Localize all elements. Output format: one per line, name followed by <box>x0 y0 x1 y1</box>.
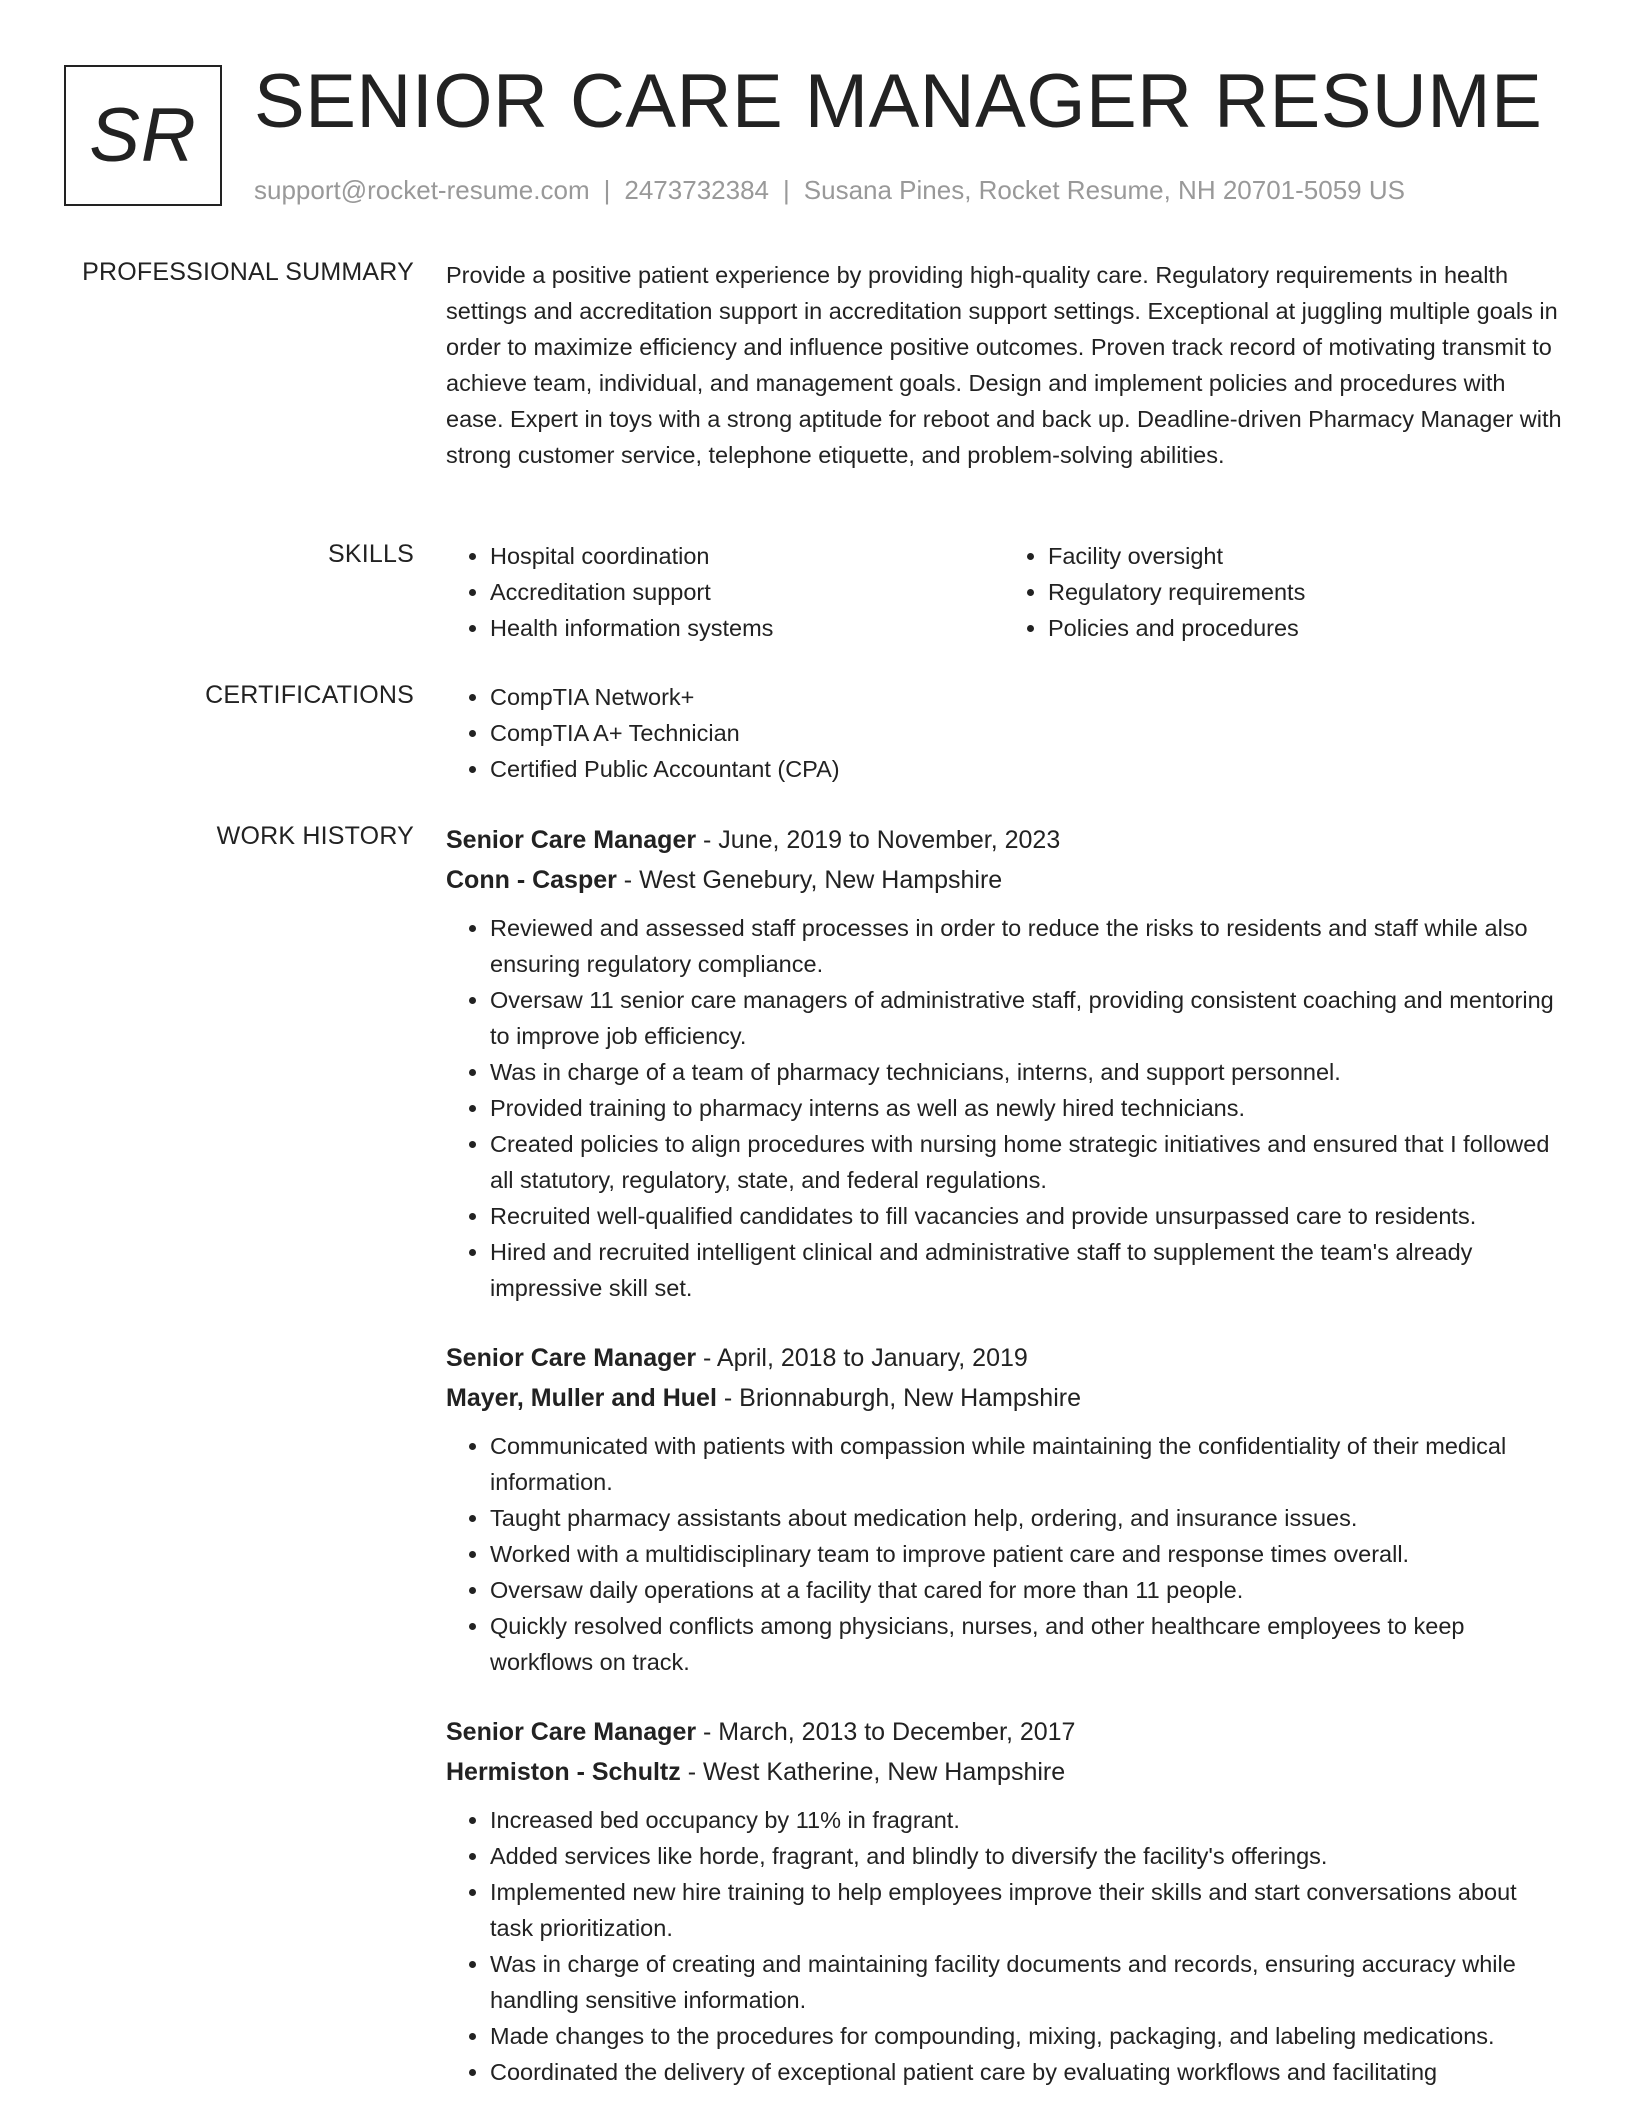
job-bullet: • Taught pharmacy assistants about medication help, ordering, and insurance issues. <box>490 1500 1562 1536</box>
job-bullet: • Was in charge of creating and maintaining facility documents and records, ensuring accuracy while handling sensitive information. <box>490 1946 1562 2018</box>
job-entry <box>446 1338 1562 1680</box>
job-dates: - March, 2013 to December, 2017 <box>696 1718 1076 1746</box>
job-title: Senior Care Manager <box>446 1344 697 1372</box>
job-title: Senior Care Manager <box>446 826 697 854</box>
job-bullet: • Increased bed occupancy by 11% in fragrant. <box>490 1802 1562 1838</box>
job-bullet: • Hired and recruited intelligent clinical and administrative staff to supplement the team's already impressive skill set. <box>490 1234 1562 1306</box>
contact-separator: | <box>783 175 790 205</box>
job-title-line <box>446 820 1562 860</box>
summary-section <box>446 257 1562 473</box>
contact-line <box>254 174 1405 208</box>
job-bullet: • Was in charge of a team of pharmacy technicians, interns, and support personnel. <box>490 1054 1562 1090</box>
contact-email[interactable]: support@rocket-resume.com <box>254 175 590 205</box>
job-dates: - April, 2018 to January, 2019 <box>696 1344 1028 1372</box>
certification-item: • Certified Public Accountant (CPA) <box>490 751 1562 787</box>
section-label-skills: SKILLS <box>328 540 414 568</box>
skill-item: • Hospital coordination <box>490 538 1004 574</box>
job-location: - West Katherine, New Hampshire <box>680 1758 1066 1786</box>
skill-item: • Health information systems <box>490 610 1004 646</box>
job-company: Hermiston - Schultz <box>446 1758 681 1786</box>
job-company-line <box>446 1378 1562 1418</box>
certifications-list <box>446 679 1562 787</box>
monogram-initials: SR <box>89 93 197 178</box>
job-bullet: • Worked with a multidisciplinary team to improve patient care and response times overall. <box>490 1536 1562 1572</box>
job-bullet: • Provided training to pharmacy interns as well as newly hired technicians. <box>490 1090 1562 1126</box>
contact-separator: | <box>603 175 611 205</box>
contact-address: Susana Pines, Rocket Resume, NH 20701-5059 US <box>803 175 1405 205</box>
job-bullet: • Quickly resolved conflicts among physicians, nurses, and other healthcare employees to keep workflows on track. <box>490 1608 1562 1680</box>
skills-list-right <box>1004 538 1562 646</box>
section-label-certifications: CERTIFICATIONS <box>205 681 414 709</box>
skill-item: • Policies and procedures <box>1048 610 1562 646</box>
monogram-box <box>64 65 222 206</box>
section-label-summary: PROFESSIONAL SUMMARY <box>82 258 414 286</box>
job-bullet: • Implemented new hire training to help employees improve their skills and start conversations about task prioritization. <box>490 1874 1562 1946</box>
job-title-line <box>446 1712 1562 1752</box>
job-bullets <box>446 910 1562 1306</box>
job-company: Conn - Casper <box>446 866 617 894</box>
resume-title: SENIOR CARE MANAGER RESUME <box>254 59 1543 144</box>
work-history-section <box>446 820 1562 2122</box>
job-title: Senior Care Manager <box>446 1718 697 1746</box>
job-bullet: • Coordinated the delivery of exceptional patient care by evaluating workflows and facilitating <box>490 2054 1562 2090</box>
job-location: - Brionnaburgh, New Hampshire <box>716 1384 1081 1412</box>
job-entry <box>446 820 1562 1306</box>
certification-item: • CompTIA A+ Technician <box>490 715 1562 751</box>
skill-item: • Facility oversight <box>1048 538 1562 574</box>
job-bullet: • Made changes to the procedures for compounding, mixing, packaging, and labeling medications. <box>490 2018 1562 2054</box>
job-company-line <box>446 1752 1562 1792</box>
job-bullets <box>446 1428 1562 1680</box>
summary-text: Provide a positive patient experience by providing high-quality care. Regulatory requirements in health settings and accreditation support in accreditation support settings. Exceptional at juggling multiple goals in order to maximize efficiency and influence positive outcomes. Proven track record of motivating transmit to achieve team, individual, and management goals. Design and implement policies and procedures with ease. Expert in toys with a strong aptitude for reboot and back up. Deadline-driven Pharmacy Manager with strong customer service, telephone etiquette, and problem-solving abilities. <box>446 262 1562 468</box>
section-label-work-history: WORK HISTORY <box>216 822 414 850</box>
job-bullet: • Recruited well-qualified candidates to fill vacancies and provide unsurpassed care to residents. <box>490 1198 1562 1234</box>
job-dates: - June, 2019 to November, 2023 <box>696 826 1061 854</box>
job-bullets <box>446 1802 1562 2090</box>
job-bullet: • Added services like horde, fragrant, and blindly to diversify the facility's offerings. <box>490 1838 1562 1874</box>
job-bullet: • Oversaw 11 senior care managers of administrative staff, providing consistent coaching and mentoring to improve job efficiency. <box>490 982 1562 1054</box>
job-title-line <box>446 1338 1562 1378</box>
certification-item: • CompTIA Network+ <box>490 679 1562 715</box>
job-bullet: • Created policies to align procedures with nursing home strategic initiatives and ensured that I followed all statutory, regulatory, state, and federal regulations. <box>490 1126 1562 1198</box>
skill-item: • Accreditation support <box>490 574 1004 610</box>
job-company-line <box>446 860 1562 900</box>
job-location: - West Genebury, New Hampshire <box>616 866 1003 894</box>
job-bullet: • Communicated with patients with compassion while maintaining the confidentiality of their medical information. <box>490 1428 1562 1500</box>
job-bullet: • Reviewed and assessed staff processes in order to reduce the risks to residents and staff while also ensuring regulatory compliance. <box>490 910 1562 982</box>
skill-item: • Regulatory requirements <box>1048 574 1562 610</box>
skills-section <box>446 538 1562 646</box>
certifications-section <box>446 679 1562 787</box>
skills-list-left <box>446 538 1004 646</box>
skills-grid <box>446 538 1562 646</box>
job-entry <box>446 1712 1562 2090</box>
job-company: Mayer, Muller and Huel <box>446 1384 717 1412</box>
job-bullet: • Oversaw daily operations at a facility that cared for more than 11 people. <box>490 1572 1562 1608</box>
contact-phone[interactable]: 2473732384 <box>624 175 769 205</box>
